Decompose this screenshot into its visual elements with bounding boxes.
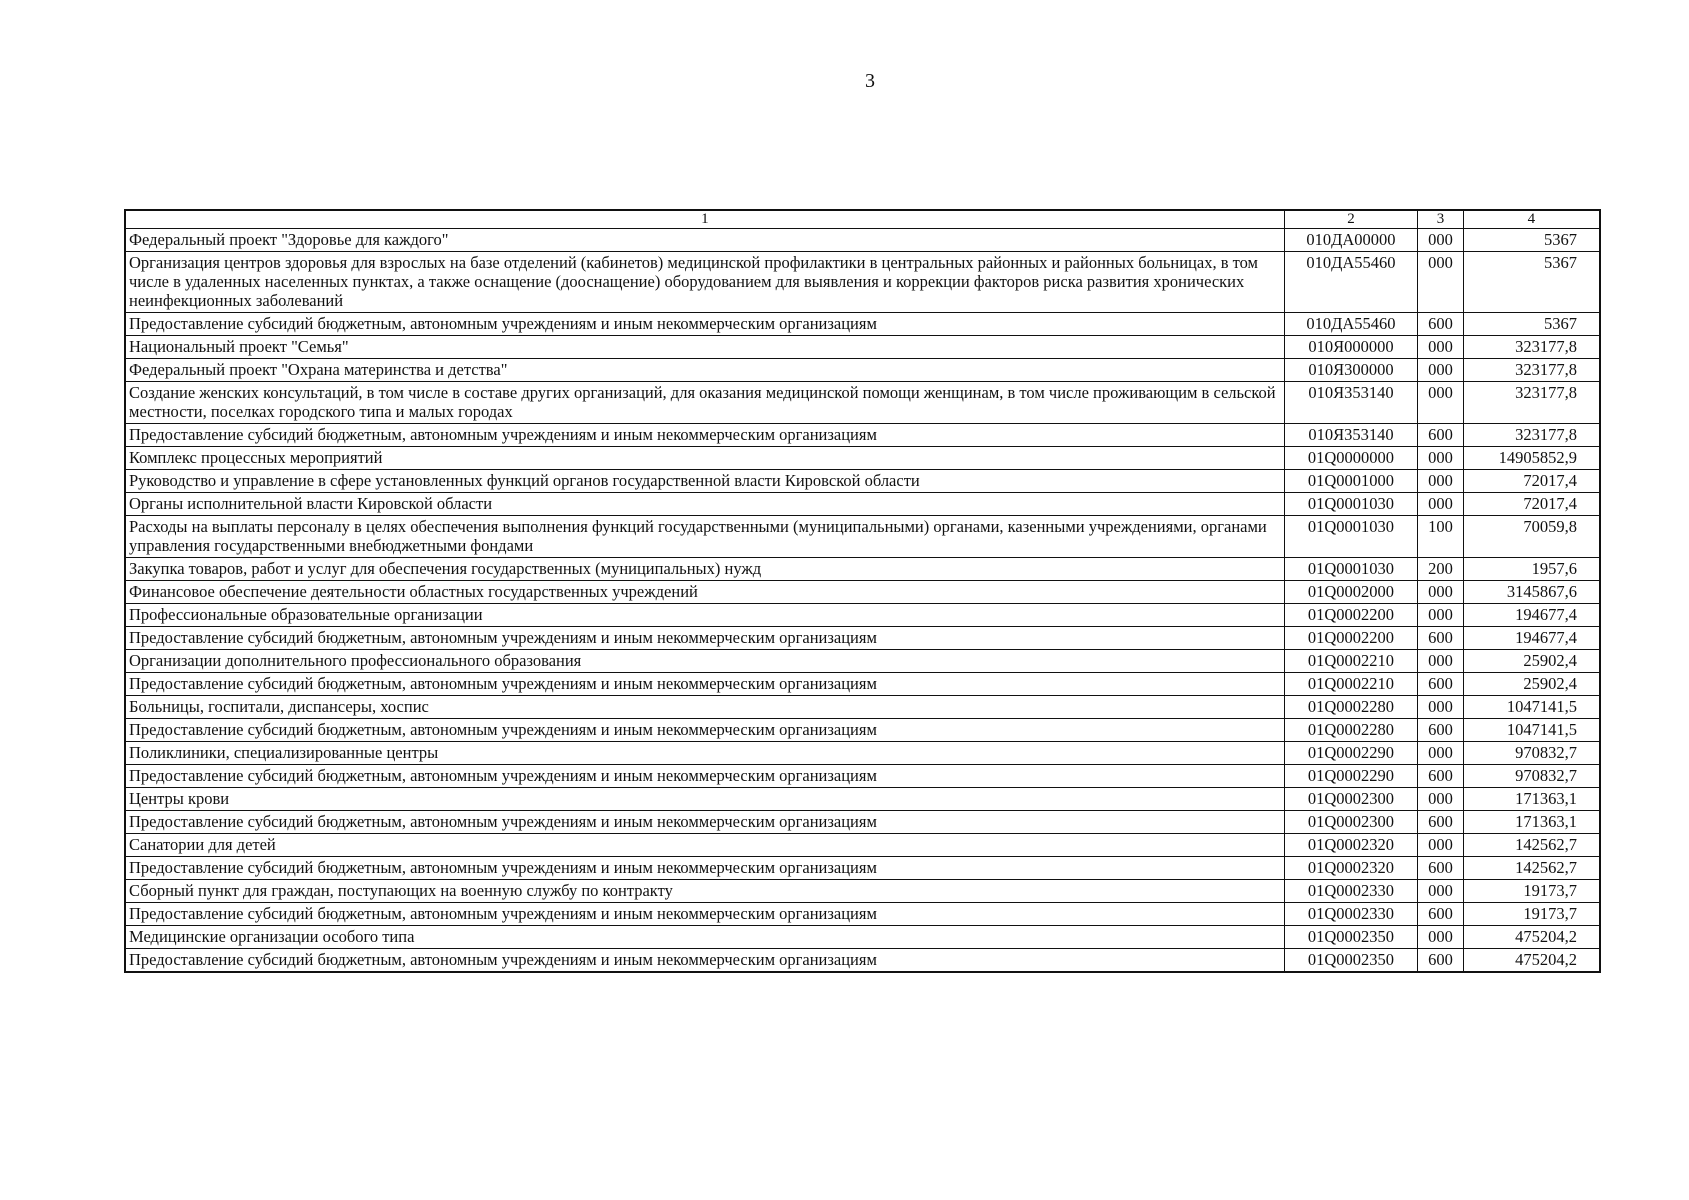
row-sum: 171363,1 — [1463, 788, 1600, 811]
row-sum: 194677,4 — [1463, 627, 1600, 650]
row-sum: 475204,2 — [1463, 926, 1600, 949]
page-number: 3 — [865, 70, 875, 92]
header-col-1: 1 — [125, 210, 1284, 229]
row-sum: 970832,7 — [1463, 742, 1600, 765]
row-code: 01Q0001030 — [1284, 493, 1418, 516]
row-code: 01Q0002210 — [1284, 673, 1418, 696]
header-col-3: 3 — [1418, 210, 1464, 229]
row-type: 000 — [1418, 229, 1464, 252]
row-name: Руководство и управление в сфере установленных функций органов государственной власти Кировской области — [125, 470, 1284, 493]
row-sum: 142562,7 — [1463, 834, 1600, 857]
row-code: 010ДА00000 — [1284, 229, 1418, 252]
row-code: 01Q0002320 — [1284, 857, 1418, 880]
row-sum: 14905852,9 — [1463, 447, 1600, 470]
row-name: Предоставление субсидий бюджетным, автономным учреждениям и иным некоммерческим организациям — [125, 949, 1284, 973]
row-name: Комплекс процессных мероприятий — [125, 447, 1284, 470]
row-name: Предоставление субсидий бюджетным, автономным учреждениям и иным некоммерческим организациям — [125, 719, 1284, 742]
row-name: Предоставление субсидий бюджетным, автономным учреждениям и иным некоммерческим организациям — [125, 903, 1284, 926]
table-row — [125, 811, 1600, 834]
row-name: Центры крови — [125, 788, 1284, 811]
table-row — [125, 903, 1600, 926]
row-name: Предоставление субсидий бюджетным, автономным учреждениям и иным некоммерческим организациям — [125, 857, 1284, 880]
row-name: Медицинские организации особого типа — [125, 926, 1284, 949]
row-code: 01Q0002280 — [1284, 696, 1418, 719]
row-name: Санатории для детей — [125, 834, 1284, 857]
row-code: 01Q0002300 — [1284, 811, 1418, 834]
row-sum: 970832,7 — [1463, 765, 1600, 788]
row-type: 100 — [1418, 516, 1464, 558]
row-code: 01Q0000000 — [1284, 447, 1418, 470]
table-row — [125, 742, 1600, 765]
table-row — [125, 834, 1600, 857]
row-type: 000 — [1418, 382, 1464, 424]
row-code: 010Я353140 — [1284, 424, 1418, 447]
row-type: 000 — [1418, 742, 1464, 765]
row-type: 000 — [1418, 880, 1464, 903]
row-code: 01Q0002200 — [1284, 627, 1418, 650]
row-code: 01Q0002210 — [1284, 650, 1418, 673]
row-name: Закупка товаров, работ и услуг для обеспечения государственных (муниципальных) нужд — [125, 558, 1284, 581]
row-type: 000 — [1418, 696, 1464, 719]
row-name: Расходы на выплаты персоналу в целях обеспечения выполнения функций государственными (муниципальными) органами, казенными учреждениями, органами управления государственными внебюджетными фондами — [125, 516, 1284, 558]
row-type: 600 — [1418, 857, 1464, 880]
row-name: Национальный проект "Семья" — [125, 336, 1284, 359]
row-type: 000 — [1418, 604, 1464, 627]
row-name: Создание женских консультаций, в том числе в составе других организаций, для оказания медицинской помощи женщинам, в том числе проживающим в сельской местности, поселках городского типа и малых городах — [125, 382, 1284, 424]
row-name: Организации дополнительного профессионального образования — [125, 650, 1284, 673]
row-sum: 323177,8 — [1463, 359, 1600, 382]
table-row — [125, 696, 1600, 719]
row-sum: 1047141,5 — [1463, 696, 1600, 719]
table-row — [125, 313, 1600, 336]
table-row — [125, 516, 1600, 558]
table-row — [125, 949, 1600, 973]
row-code: 01Q0002320 — [1284, 834, 1418, 857]
row-type: 600 — [1418, 811, 1464, 834]
row-sum: 194677,4 — [1463, 604, 1600, 627]
row-name: Сборный пункт для граждан, поступающих на военную службу по контракту — [125, 880, 1284, 903]
row-type: 000 — [1418, 926, 1464, 949]
row-sum: 142562,7 — [1463, 857, 1600, 880]
row-code: 01Q0002350 — [1284, 926, 1418, 949]
header-row — [125, 210, 1600, 229]
row-sum: 475204,2 — [1463, 949, 1600, 973]
row-type: 600 — [1418, 719, 1464, 742]
row-type: 600 — [1418, 627, 1464, 650]
row-type: 000 — [1418, 470, 1464, 493]
row-type: 000 — [1418, 493, 1464, 516]
row-sum: 72017,4 — [1463, 470, 1600, 493]
table-row — [125, 581, 1600, 604]
table-row — [125, 447, 1600, 470]
row-name: Больницы, госпитали, диспансеры, хоспис — [125, 696, 1284, 719]
row-sum: 19173,7 — [1463, 903, 1600, 926]
row-name: Предоставление субсидий бюджетным, автономным учреждениям и иным некоммерческим организациям — [125, 424, 1284, 447]
header-col-2: 2 — [1284, 210, 1418, 229]
row-sum: 5367 — [1463, 313, 1600, 336]
row-type: 600 — [1418, 673, 1464, 696]
row-code: 01Q0002300 — [1284, 788, 1418, 811]
row-sum: 25902,4 — [1463, 650, 1600, 673]
row-name: Предоставление субсидий бюджетным, автономным учреждениям и иным некоммерческим организациям — [125, 313, 1284, 336]
row-sum: 3145867,6 — [1463, 581, 1600, 604]
row-code: 01Q0002280 — [1284, 719, 1418, 742]
table-row — [125, 493, 1600, 516]
table-row — [125, 880, 1600, 903]
row-type: 000 — [1418, 788, 1464, 811]
table-row — [125, 558, 1600, 581]
row-sum: 323177,8 — [1463, 424, 1600, 447]
row-code: 01Q0002350 — [1284, 949, 1418, 973]
table-row — [125, 673, 1600, 696]
table-row — [125, 719, 1600, 742]
row-type: 000 — [1418, 581, 1464, 604]
row-code: 010Я000000 — [1284, 336, 1418, 359]
row-type: 000 — [1418, 252, 1464, 313]
row-name: Финансовое обеспечение деятельности областных государственных учреждений — [125, 581, 1284, 604]
row-sum: 1047141,5 — [1463, 719, 1600, 742]
table-row — [125, 252, 1600, 313]
table-row — [125, 382, 1600, 424]
row-type: 000 — [1418, 336, 1464, 359]
table-row — [125, 857, 1600, 880]
table-row — [125, 627, 1600, 650]
row-code: 010ДА55460 — [1284, 252, 1418, 313]
row-type: 600 — [1418, 424, 1464, 447]
row-name: Предоставление субсидий бюджетным, автономным учреждениям и иным некоммерческим организациям — [125, 673, 1284, 696]
row-sum: 323177,8 — [1463, 336, 1600, 359]
row-sum: 323177,8 — [1463, 382, 1600, 424]
table-row — [125, 788, 1600, 811]
row-sum: 5367 — [1463, 229, 1600, 252]
row-code: 010Я353140 — [1284, 382, 1418, 424]
row-code: 01Q0002000 — [1284, 581, 1418, 604]
row-name: Профессиональные образовательные организации — [125, 604, 1284, 627]
budget-table — [124, 209, 1601, 973]
row-type: 600 — [1418, 313, 1464, 336]
table-row — [125, 765, 1600, 788]
table-row — [125, 359, 1600, 382]
row-type: 000 — [1418, 447, 1464, 470]
row-sum: 25902,4 — [1463, 673, 1600, 696]
row-type: 600 — [1418, 765, 1464, 788]
row-type: 600 — [1418, 949, 1464, 973]
table-row — [125, 336, 1600, 359]
row-sum: 5367 — [1463, 252, 1600, 313]
row-type: 200 — [1418, 558, 1464, 581]
row-name: Федеральный проект "Охрана материнства и детства" — [125, 359, 1284, 382]
row-code: 010ДА55460 — [1284, 313, 1418, 336]
row-type: 600 — [1418, 903, 1464, 926]
row-name: Поликлиники, специализированные центры — [125, 742, 1284, 765]
table-row — [125, 424, 1600, 447]
row-type: 000 — [1418, 359, 1464, 382]
table-row — [125, 470, 1600, 493]
row-code: 01Q0001030 — [1284, 516, 1418, 558]
row-code: 01Q0002290 — [1284, 765, 1418, 788]
row-code: 01Q0002330 — [1284, 880, 1418, 903]
row-code: 010Я300000 — [1284, 359, 1418, 382]
row-name: Предоставление субсидий бюджетным, автономным учреждениям и иным некоммерческим организациям — [125, 627, 1284, 650]
row-code: 01Q0001000 — [1284, 470, 1418, 493]
row-code: 01Q0002330 — [1284, 903, 1418, 926]
row-sum: 171363,1 — [1463, 811, 1600, 834]
row-type: 000 — [1418, 650, 1464, 673]
row-sum: 1957,6 — [1463, 558, 1600, 581]
row-name: Предоставление субсидий бюджетным, автономным учреждениям и иным некоммерческим организациям — [125, 765, 1284, 788]
row-sum: 19173,7 — [1463, 880, 1600, 903]
row-name: Предоставление субсидий бюджетным, автономным учреждениям и иным некоммерческим организациям — [125, 811, 1284, 834]
table-row — [125, 650, 1600, 673]
header-col-4: 4 — [1463, 210, 1600, 229]
row-code: 01Q0002290 — [1284, 742, 1418, 765]
table-row — [125, 604, 1600, 627]
row-code: 01Q0001030 — [1284, 558, 1418, 581]
table-row — [125, 229, 1600, 252]
table-row — [125, 926, 1600, 949]
row-name: Федеральный проект "Здоровье для каждого" — [125, 229, 1284, 252]
row-sum: 70059,8 — [1463, 516, 1600, 558]
row-name: Организация центров здоровья для взрослых на базе отделений (кабинетов) медицинской профилактики в центральных районных и районных больницах, в том числе в удаленных населенных пунктах, а также оснащение (дооснащение) оборудованием для выявления и коррекции факторов риска развития хронических неинфекционных заболеваний — [125, 252, 1284, 313]
row-code: 01Q0002200 — [1284, 604, 1418, 627]
row-sum: 72017,4 — [1463, 493, 1600, 516]
row-type: 000 — [1418, 834, 1464, 857]
table-body — [125, 229, 1600, 973]
row-name: Органы исполнительной власти Кировской области — [125, 493, 1284, 516]
